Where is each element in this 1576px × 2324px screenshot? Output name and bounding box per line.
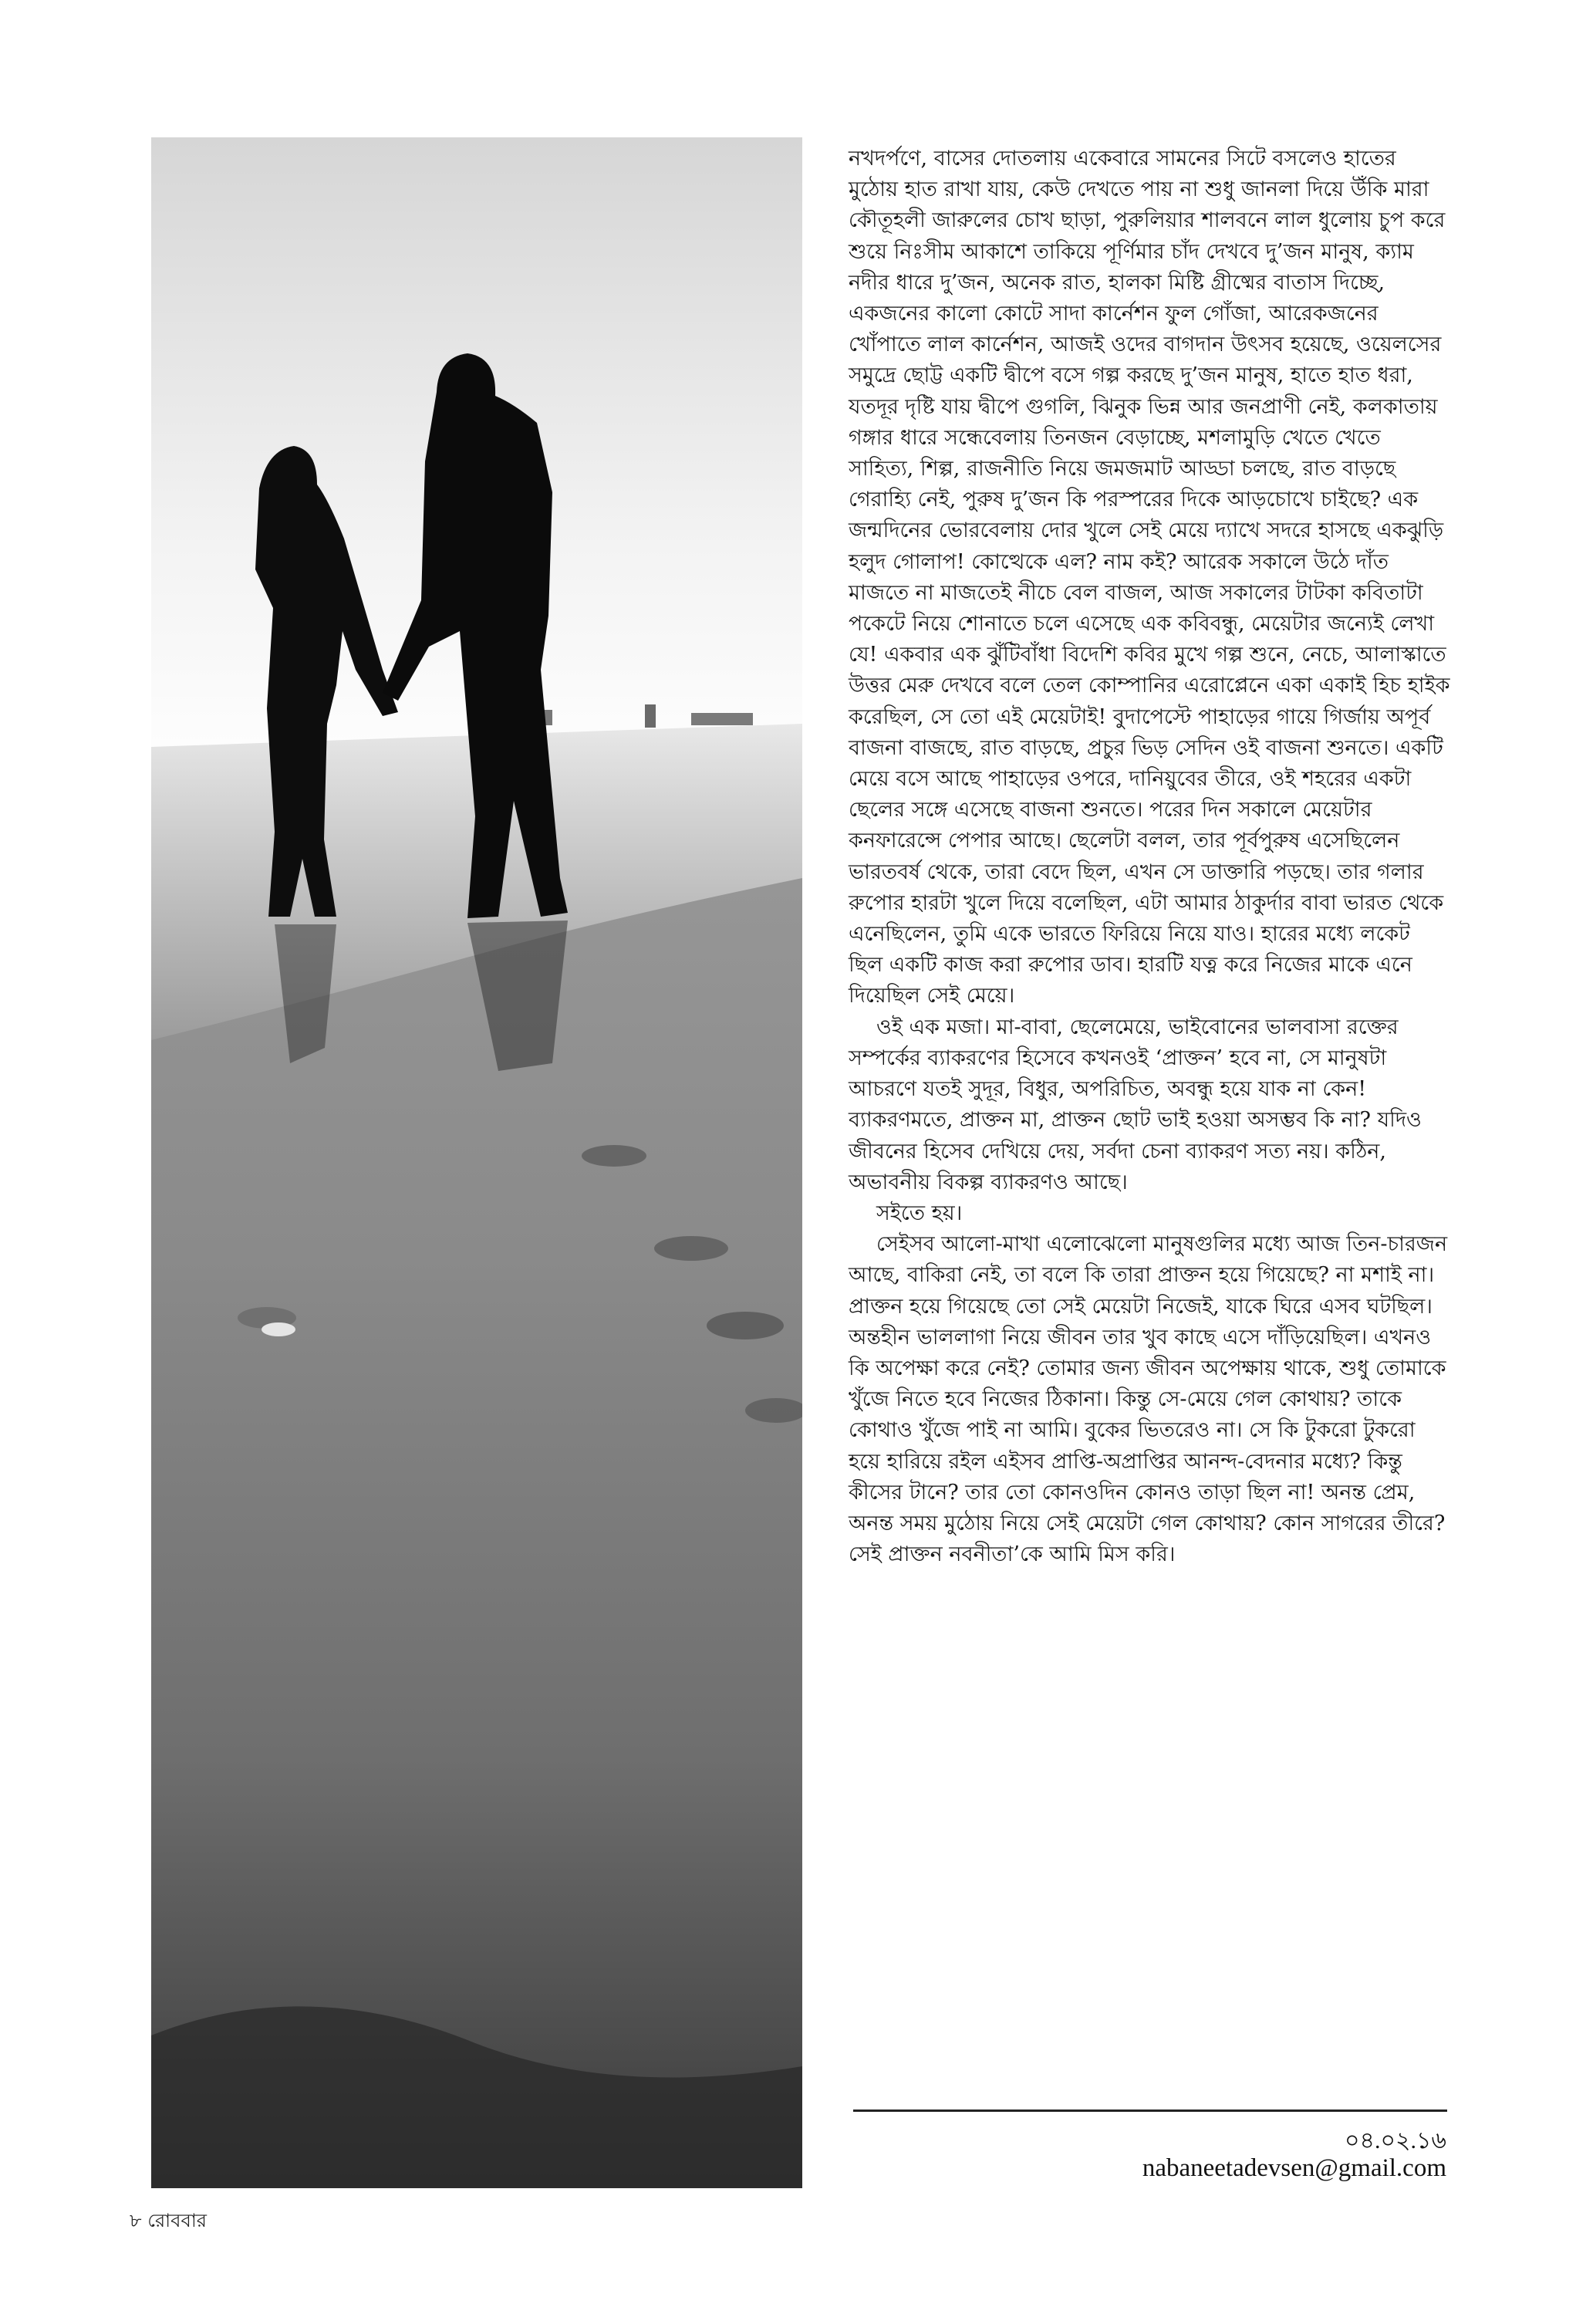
page-folio: ৮ রোববার	[130, 2210, 207, 2231]
article-body	[849, 144, 1450, 1570]
article-paragraph-2: ওই এক মজা। মা-বাবা, ছেলেমেয়ে, ভাইবোনের ভালবাসা রক্তের সম্পর্কের ব্যাকরণের হিসেবে কখনওই ‘প্রাক্তন’ হবে না, সে মানুষটা আচরণে যতই সুদূর, বিধুর, অপরিচিত, অবন্ধু হয়ে যাক না কেন! ব্যাকরণমতে, প্রাক্তন মা, প্রাক্তন ছোট ভাই হওয়া অসম্ভব কি না? যদিও জীবনের হিসেব দেখিয়ে দেয়, সর্বদা চেনা ব্যাকরণ সত্য নয়। কঠিন, অভাবনীয় বিকল্প ব্যাকরণও আছে।	[849, 1015, 1422, 1194]
article-date: ০৪.০২.১৬	[1345, 2128, 1446, 2153]
article-paragraph-3: সইতে হয়।	[876, 1201, 963, 1225]
beach-photo-illustration	[151, 137, 802, 2188]
author-email-link[interactable]: nabaneetadevsen@gmail.com	[1142, 2154, 1446, 2182]
signature-divider	[853, 2110, 1447, 2112]
article-paragraph-4: সেইসব আলো-মাখা এলোঝেলো মানুষগুলির মধ্যে আজ তিন-চারজন আছে, বাকিরা নেই, তা বলে কি তারা প্রাক্তন হয়ে গিয়েছে? না মশাই না। প্রাক্তন হয়ে গিয়েছে তো সেই মেয়েটা নিজেই, যাকে ঘিরে এসব ঘটছিল। অন্তহীন ভাললাগা নিয়ে জীবন তার খুব কাছে এসে দাঁড়িয়েছিল। এখনও কি অপেক্ষা করে নেই? তোমার জন্য জীবন অপেক্ষায় থাকে, শুধু তোমাকে খুঁজে নিতে হবে নিজের ঠিকানা। কিন্তু সে-মেয়ে গেল কোথায়? তাকে কোথাও খুঁজে পাই না আমি। বুকের ভিতরেও না। সে কি টুকরো টুকরো হয়ে হারিয়ে রইল এইসব প্রাপ্তি-অপ্রাপ্তির আনন্দ-বেদনার মধ্যে? কিন্তু কীসের টানে? তার তো কোনওদিন কোনও তাড়া ছিল না! অনন্ত প্রেম, অনন্ত সময় মুঠোয় নিয়ে সেই মেয়েটা গেল কোথায়? কোন সাগরের তীরে? সেই প্রাক্তন নবনীতা’কে আমি মিস করি।	[849, 1232, 1448, 1567]
article-paragraph-1: নখদর্পণে, বাসের দোতলায় একেবারে সামনের সিটে বসলেও হাতের মুঠোয় হাত রাখা যায়, কেউ দেখতে পায় না শুধু জানলা দিয়ে উঁকি মারা কৌতূহলী জারুলের চোখ ছাড়া, পুরুলিয়ার শালবনে লাল ধুলোয় চুপ করে শুয়ে নিঃসীম আকাশে তাকিয়ে পূর্ণিমার চাঁদ দেখবে দু’জন মানুষ, ক্যাম নদীর ধারে দু’জন, অনেক রাত, হালকা মিষ্টি গ্রীষ্মের বাতাস দিচ্ছে, একজনের কালো কোটে সাদা কার্নেশন ফুল গোঁজা, আরেকজনের খোঁপাতে লাল কার্নেশন, আজই ওদের বাগদান উৎসব হয়েছে, ওয়েলসের সমুদ্রে ছোট্ট একটি দ্বীপে বসে গল্প করছে দু’জন মানুষ, হাতে হাত ধরা, যতদূর দৃষ্টি যায় দ্বীপে গুগলি, ঝিনুক ভিন্ন আর জনপ্রাণী নেই, কলকাতায় গঙ্গার ধারে সন্ধেবেলায় তিনজন বেড়াচ্ছে, মশলামুড়ি খেতে খেতে সাহিত্য, শিল্প, রাজনীতি নিয়ে জমজমাট আড্ডা চলছে, রাত বাড়ছে গেরাহ্যি নেই, পুরুষ দু’জন কি পরস্পরের দিকে আড়চোখে চাইছে? এক জন্মদিনের ভোরবেলায় দোর খুলে সেই মেয়ে দ্যাখে সদরে হাসছে একঝুড়ি হলুদ গোলাপ! কোত্থেকে এল? নাম কই? আরেক সকালে উঠে দাঁত মাজতে না মাজতেই নীচে বেল বাজল, আজ সকালের টাটকা কবিতাটা পকেটে নিয়ে শোনাতে চলে এসেছে এক কবিবন্ধু, মেয়েটার জন্যেই লেখা যে! একবার এক ঝুঁটিবাঁধা বিদেশি কবির মুখে গল্প শুনে, নেচে, আলাস্কাতে উত্তর মেরু দেখবে বলে তেল কোম্পানির এরোপ্লেনে একা একাই হিচ হাইক করেছিল, সে তো এই মেয়েটাই! বুদাপেস্টে পাহাড়ের গায়ে গির্জায় অপূর্ব বাজনা বাজছে, রাত বাড়ছে, প্রচুর ভিড় সেদিন ওই বাজনা শুনতে। একটি মেয়ে বসে আছে পাহাড়ের ওপরে, দানিয়ুবের তীরে, ওই শহরের একটা ছেলের সঙ্গে এসেছে বাজনা শুনতে। পরের দিন সকালে মেয়েটার কনফারেন্সে পেপার আছে। ছেলেটা বলল, তার পূর্বপুরুষ এসেছিলেন ভারতবর্ষ থেকে, তারা বেদে ছিল, এখন সে ডাক্তারি পড়ছে। তার গলার রুপোর হারটা খুলে দিয়ে বলেছিল, এটা আমার ঠাকুর্দার বাবা ভারত থেকে এনেছিলেন, তুমি একে ভারতে ফিরিয়ে নিয়ে যাও। হারের মধ্যে লকেট ছিল একটি কাজ করা রুপোর ডাব। হারটি যত্ন করে নিজের মাকে এনে দিয়েছিল সেই মেয়ে।	[849, 147, 1450, 1008]
beach-couple-photo	[151, 137, 802, 2188]
